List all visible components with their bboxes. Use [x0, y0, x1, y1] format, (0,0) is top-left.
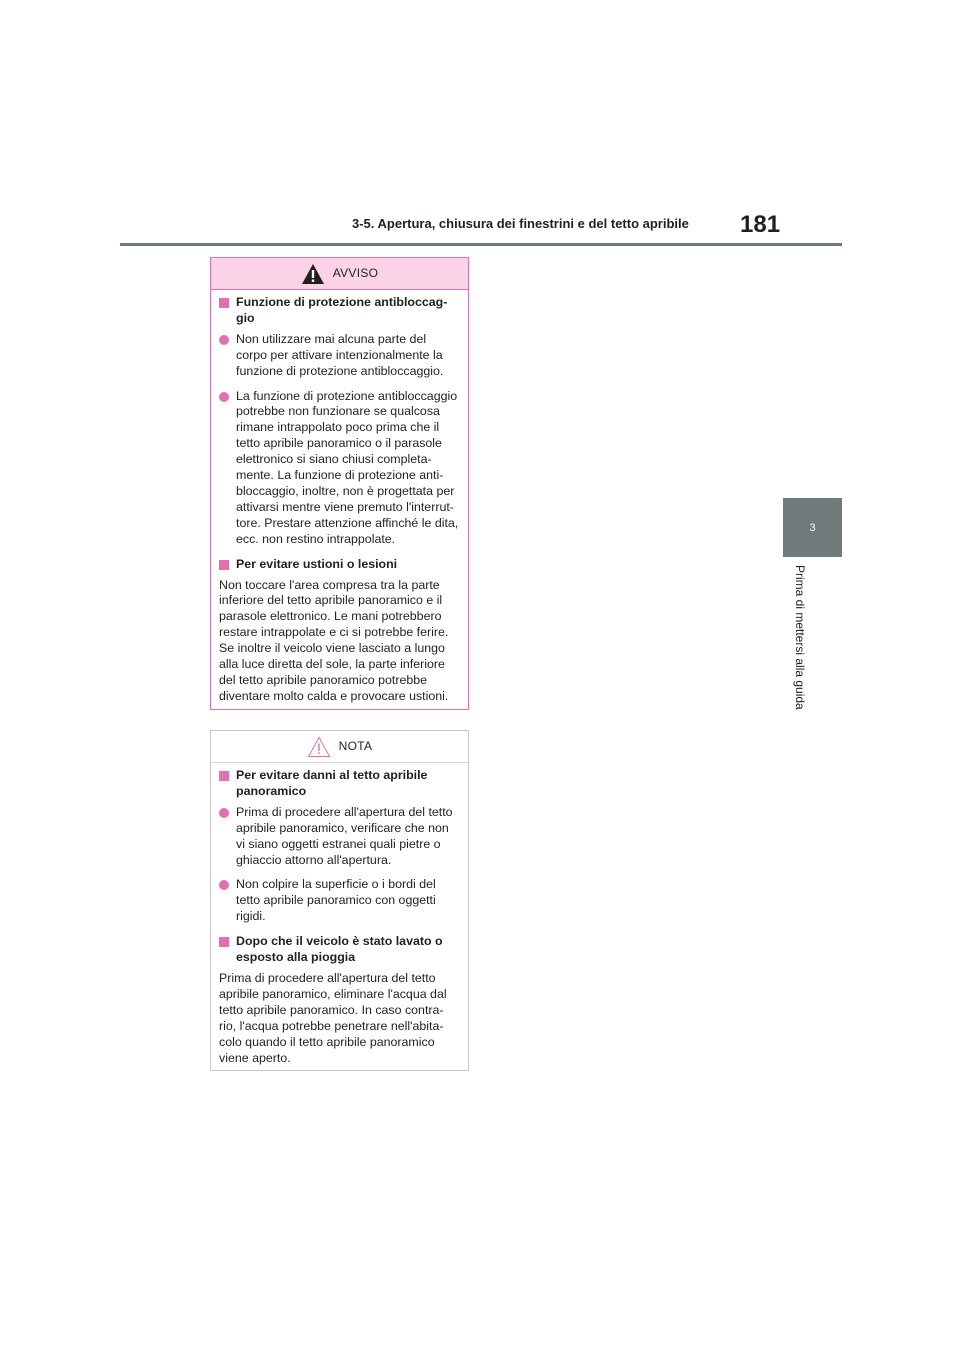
note-label: NOTA [338, 738, 373, 753]
list-item [219, 389, 460, 548]
heading-text: Per evitare danni al tetto apribile panoramico [236, 768, 428, 798]
paragraph: Non toccare l'area compresa tra la parte inferiore del tetto apribile panoramico e il parasole elettronico. Le mani potrebbero restare intrappolate e ci si potrebbe ferire. Se inoltre il veicolo viene lasciato a lungo alla luce diretta del sole, la parte inferiore del tetto apribile panoramico potrebbe diventare molto calda e provocare ustioni. [219, 577, 449, 703]
note-section-heading [219, 934, 460, 966]
warning-section-heading [219, 557, 460, 573]
note-section-heading [219, 768, 460, 800]
square-bullet-icon [219, 937, 229, 947]
round-bullet-icon [219, 808, 229, 818]
warning-box [210, 257, 469, 710]
paragraph: Prima di procedere all'apertura del tetto apribile panoramico, eliminare l'acqua dal tetto apribile panoramico. In caso contra-rio, l'acqua potrebbe penetrare nell'abita-colo quando il tetto apribile panoramico viene aperto. [219, 970, 447, 1065]
heading-text: Funzione di protezione antibloccag-gio [236, 295, 448, 325]
list-item [219, 332, 460, 380]
page-number: 181 [740, 211, 781, 238]
square-bullet-icon [219, 771, 229, 781]
heading-text: Per evitare ustioni o lesioni [236, 556, 398, 571]
round-bullet-icon [219, 880, 229, 890]
bullet-text: La funzione di protezione antibloccaggio potrebbe non funzionare se qualcosa rimane intrappolato poco prima che il tetto apribile panoramico o il parasole elettronico si siano chiusi completa-mente. La funzione di protezione anti-bloccaggio, inoltre, non è progettata per attivarsi mentre viene premuto l'interrut-tore. Prestare attenzione affinché le dita, ecc. non restino intrappolate. [236, 388, 459, 546]
round-bullet-icon [219, 335, 229, 345]
round-bullet-icon [219, 392, 229, 402]
bullet-text: Non colpire la superficie o i bordi del tetto apribile panoramico con oggetti rigidi. [236, 877, 436, 924]
caution-outline-triangle-icon [307, 736, 331, 758]
warning-label: AVVISO [332, 265, 379, 280]
note-box-header [211, 731, 468, 763]
chapter-title: Prima di mettersi alla guida [793, 565, 807, 710]
note-box [210, 730, 469, 1071]
bullet-text: Non utilizzare mai alcuna parte del corpo per attivare intenzionalmente la funzione di protezione antibloccaggio. [236, 331, 444, 378]
warning-section-heading [219, 295, 460, 327]
bullet-text: Prima di procedere all'apertura del tetto apribile panoramico, verificare che non vi siano oggetti estranei quali pietre o ghiaccio attorno all'apertura. [236, 804, 453, 867]
list-item [219, 805, 460, 869]
chapter-tab [783, 498, 842, 557]
warning-box-header [211, 258, 468, 290]
note-box-body [211, 763, 468, 1066]
warning-box-body [211, 290, 468, 705]
list-item [219, 877, 460, 925]
heading-text: Dopo che il veicolo è stato lavato o esposto alla pioggia [236, 934, 443, 965]
square-bullet-icon [219, 560, 229, 570]
warning-triangle-icon [301, 263, 325, 285]
header-rule [120, 243, 842, 246]
chapter-number: 3 [809, 521, 816, 534]
section-title: 3-5. Apertura, chiusura dei finestrini e del tetto apribile [352, 216, 689, 231]
square-bullet-icon [219, 298, 229, 308]
